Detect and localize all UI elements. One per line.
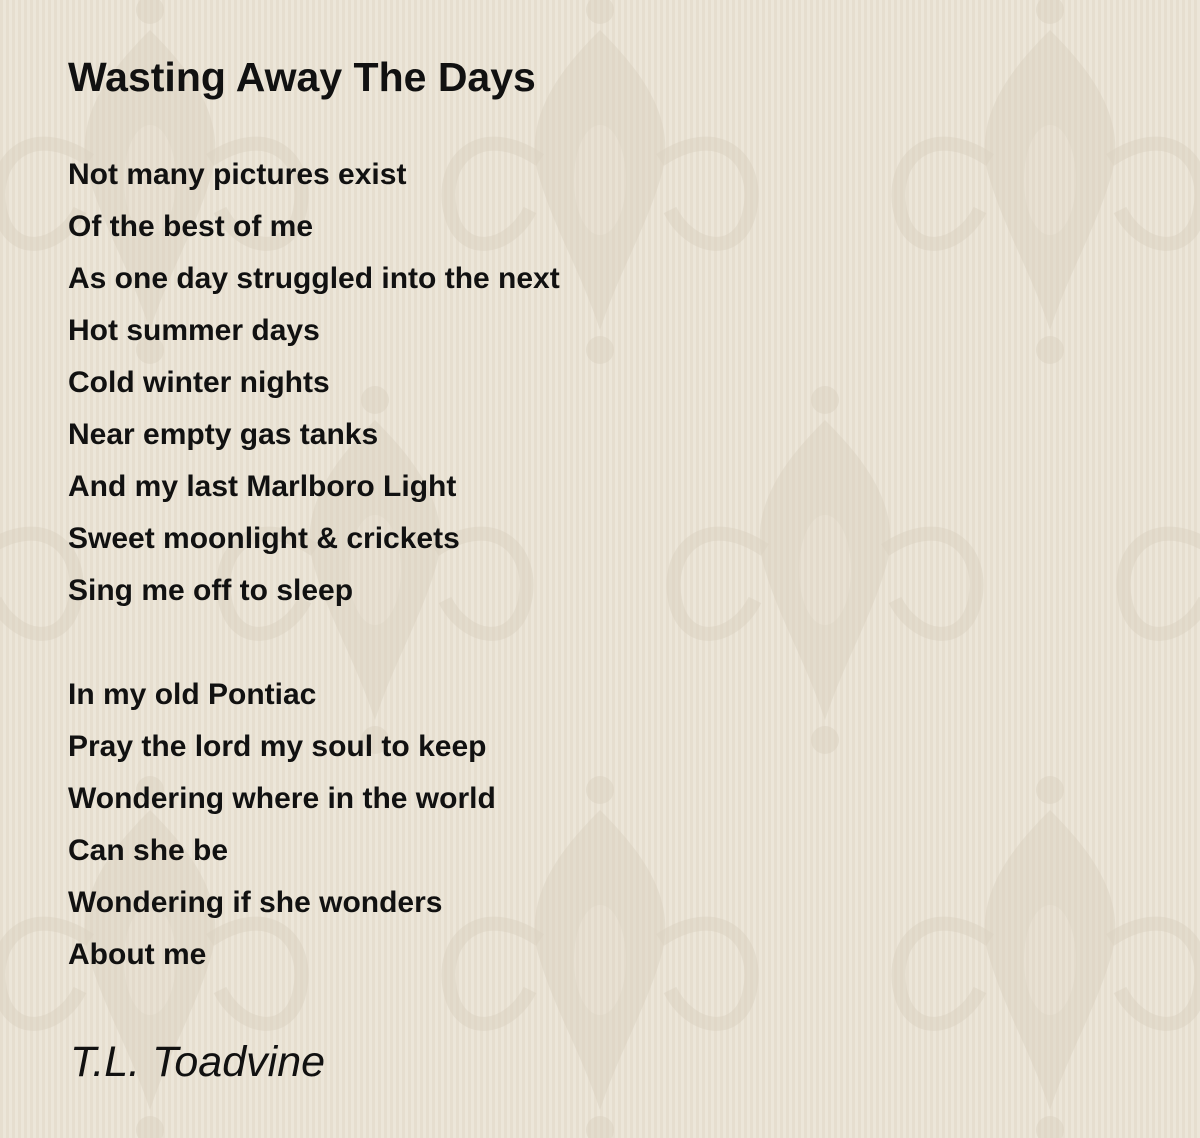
poem-title: Wasting Away The Days (68, 54, 536, 100)
poem-line: Cold winter nights (68, 366, 330, 399)
poem-line: Wondering if she wonders (68, 886, 443, 919)
poem-line: Hot summer days (68, 314, 320, 347)
poem-line: Sing me off to sleep (68, 574, 354, 607)
poem-author: T.L. Toadvine (70, 1038, 326, 1086)
poem-line: Can she be (68, 834, 229, 867)
poem-line: Pray the lord my soul to keep (68, 730, 487, 763)
poem-line: As one day struggled into the next (68, 262, 560, 295)
stanza-1 (68, 149, 560, 617)
poem-line: Of the best of me (68, 210, 314, 243)
poem-line: In my old Pontiac (68, 678, 317, 711)
stanza-2 (68, 669, 496, 981)
poem-line: Wondering where in the world (68, 782, 496, 815)
poem-line: Not many pictures exist (68, 158, 407, 191)
poem-line: And my last Marlboro Light (68, 470, 457, 503)
poem-line: About me (68, 938, 207, 971)
poem-line: Sweet moonlight & crickets (68, 522, 460, 555)
poem-line: Near empty gas tanks (68, 418, 379, 451)
